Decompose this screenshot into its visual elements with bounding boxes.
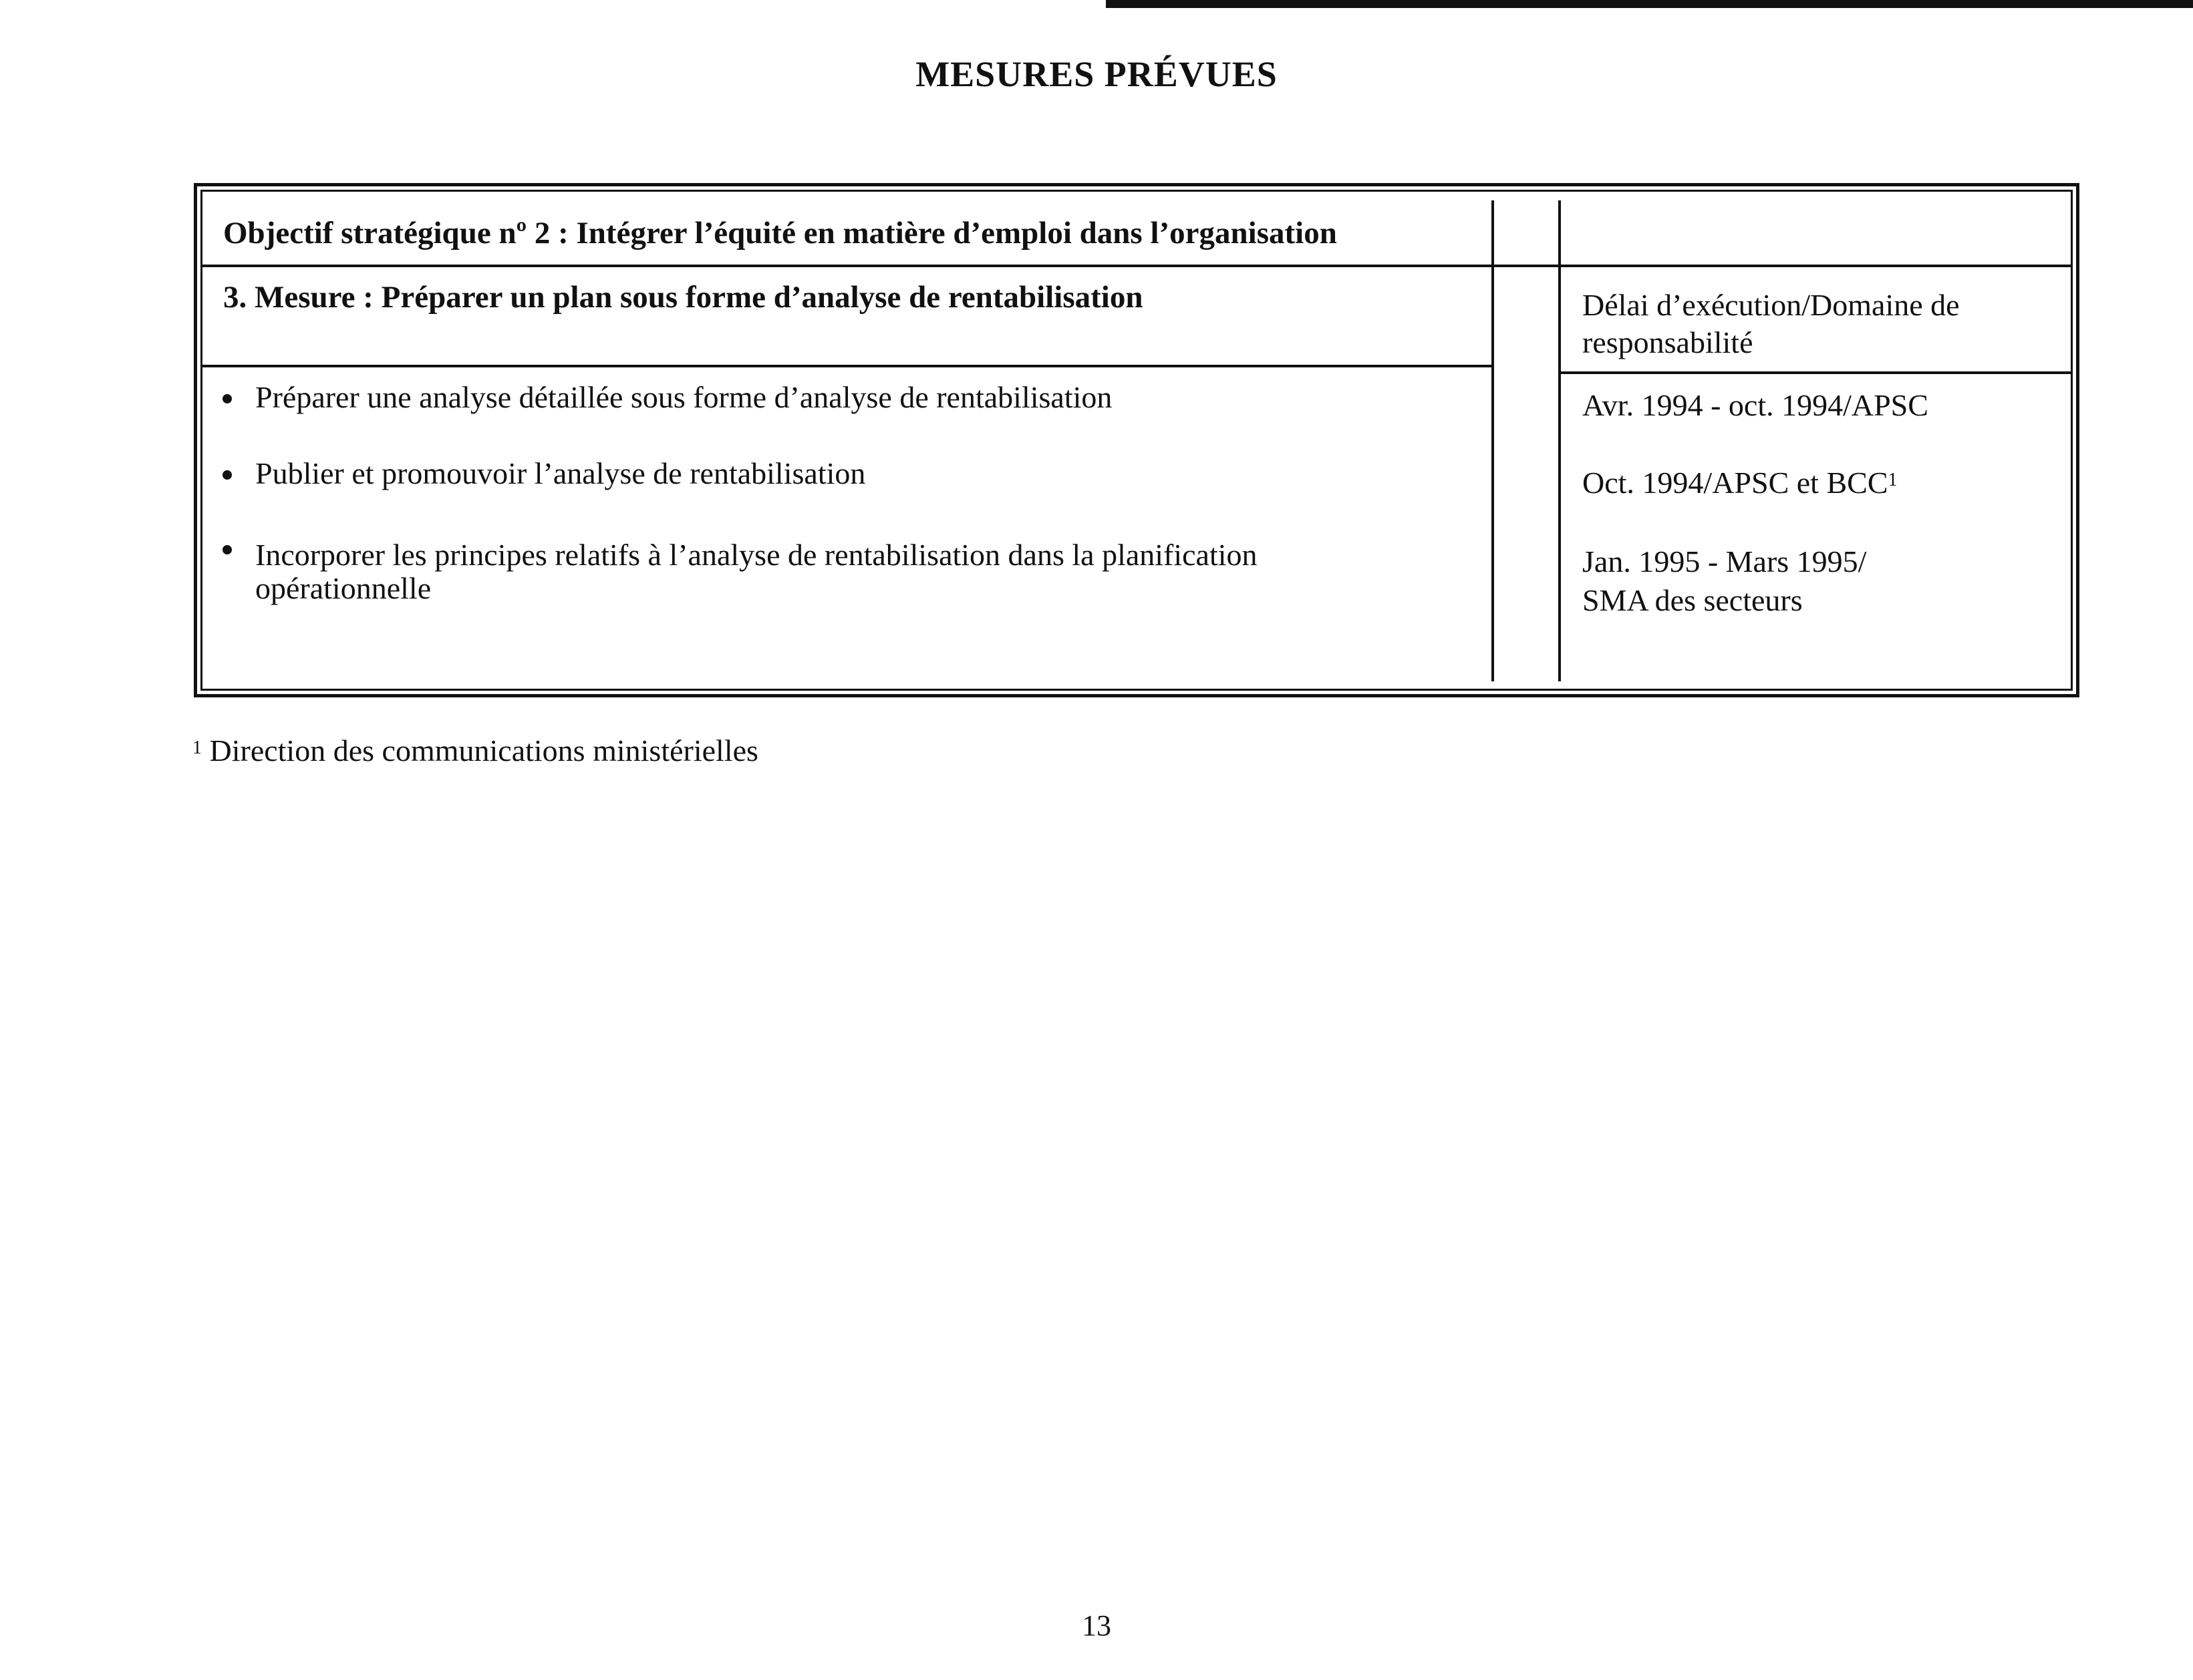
page-title: MESURES PRÉVUES (915, 54, 1278, 94)
top-rule (1106, 0, 2193, 8)
measure-heading: 3. Mesure : Préparer un plan sous forme d’analyse de rentabilisation (223, 280, 1143, 315)
bullet-icon (223, 470, 232, 480)
delay-text-continued: SMA des secteurs (1582, 583, 1803, 617)
bullet-icon (223, 394, 232, 403)
footnote-reference: 1 (1888, 470, 1898, 490)
delay-header-line-1: Délai d’exécution/Domaine de (1582, 288, 1960, 322)
delay-text-with-footnote (1582, 465, 1898, 501)
action-text-continued: opérationnelle (255, 571, 432, 605)
bullet-icon (223, 545, 232, 554)
delay-header-line-2: responsabilité (1582, 325, 1753, 359)
column-divider-right (1558, 200, 1561, 681)
action-text: Préparer une analyse détaillée sous forme d’analyse de rentabilisation (255, 380, 1113, 414)
column-divider-left (1491, 200, 1494, 681)
action-text: Publier et promouvoir l’analyse de rentabilisation (255, 456, 866, 490)
delay-text: Jan. 1995 - Mars 1995/ (1582, 544, 1867, 578)
objective-heading: Objectif stratégique nº 2 : Intégrer l’équité en matière d’emploi dans l’organisation (223, 216, 1337, 250)
delay-text: Oct. 1994/APSC et BCC (1582, 466, 1888, 500)
row-divider-measure-left (202, 365, 1493, 367)
action-text: Incorporer les principes relatifs à l’analyse de rentabilisation dans la planification (255, 538, 1258, 572)
row-divider-objective (202, 265, 2071, 267)
footnote-text: Direction des communications ministérielles (209, 733, 758, 768)
row-divider-measure-right (1560, 371, 2071, 374)
footnote (192, 731, 758, 771)
delay-text: Avr. 1994 - oct. 1994/APSC (1582, 388, 1928, 422)
page-number: 13 (1082, 1609, 1111, 1642)
footnote-marker: 1 (192, 737, 202, 758)
